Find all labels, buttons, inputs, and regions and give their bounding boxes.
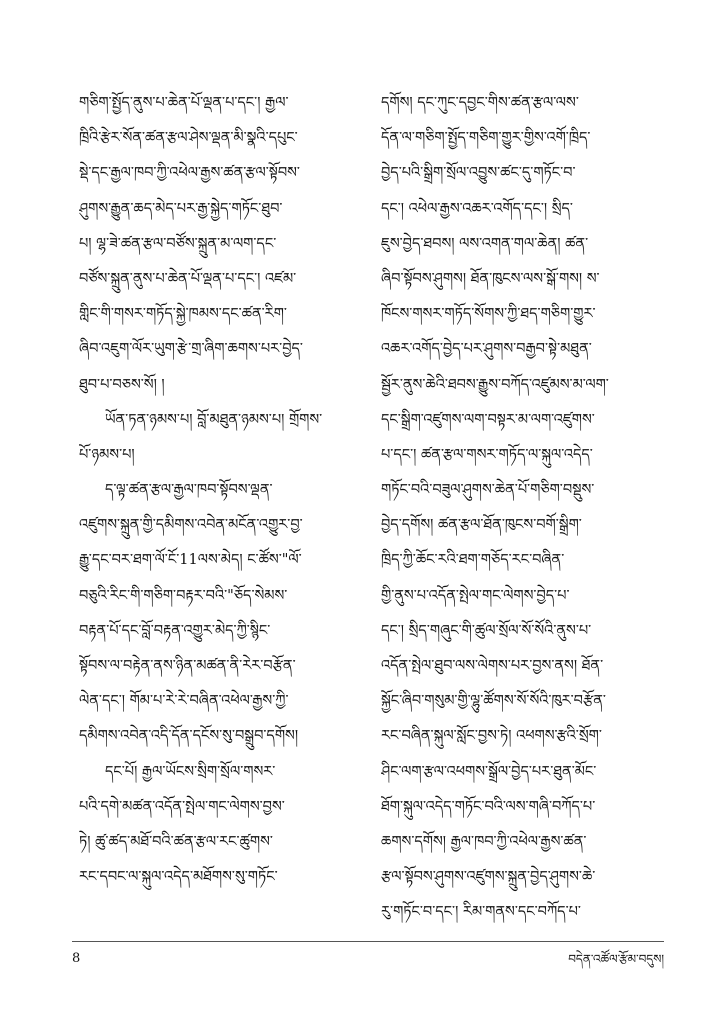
text-line: སྦྱོར་ནུས་ཆེའི་ཐབས་རྒྱུས་བཀོད་འཛུམས་མ་ལག་	[381, 376, 609, 393]
text-line: དང་སྒྲིག་འཛུགས་ལག་བསྟར་མ་ལག་འཛུགས་	[381, 411, 595, 428]
text-line: ད་ལྟ་ཚན་རྩལ་རྒྱལ་ཁབ་སྟོབས་ལྡན་	[105, 482, 273, 499]
text-line: ཁྲིའི་རྩེར་སོན་ཚན་རྩལ་ཤེས་ལྡན་མི་སྣའི་དཔུང་	[79, 130, 298, 147]
text-line: གཅིག་སྤྱོད་ནུས་པ་ཆེན་པོ་ལྡན་པ་དང་། རྒྱལ་	[79, 95, 289, 111]
text-line: ལེན་དང་། གོམ་པ་རེ་རེ་བཞིན་འཕེལ་རྒྱས་ཀྱི་	[79, 693, 289, 710]
text-line: ཁྲིད་ཀྱི་ཆོང་རའི་ཐག་གཅོད་རང་བཞིན་	[381, 552, 565, 569]
text-line: གཏོང་བའི་བཟུལ་ཤུགས་ཆེན་པོ་གཅིག་བསྡུས་	[381, 482, 595, 499]
text-line: འདོན་སྤེལ་ཐུབ་ལས་ལེགས་པར་བྱས་ནས། ཐོན་	[381, 658, 604, 674]
text-line: ཐུབ་པ་བཅས་སོ། །	[79, 376, 165, 393]
text-line: རང་དབང་ལ་སྐུལ་འདེད་མཐོགས་སུ་གཏོང་	[79, 869, 278, 886]
text-line: དང་། འཕེལ་རྒྱས་འཆར་འགོད་དང་། སྲིད་	[381, 200, 573, 217]
text-line: ཤིང་ལག་རྩལ་འཕགས་སྒྲོལ་བྱེད་པར་ཐུན་མོང་	[381, 763, 597, 780]
text-line: སྡེ་དང་རྒྱལ་ཁབ་ཀྱི་འཕེལ་རྒྱས་ཚན་རྩལ་སྟོབས་	[79, 165, 300, 182]
text-line: སྐྱོང་ཞིབ་གསུམ་གྱི་ལྷུ་ཚོགས་སོ་སོའི་ཁུར་བརྩོན་	[381, 693, 606, 710]
text-line: དང་། སྲིད་གཞུང་གི་ཚུལ་སྲོལ་སོ་སོའི་ནུས་པ་	[381, 622, 592, 639]
publication-title: བདེན་འཚོལ་རྩོམ་བདུས།	[568, 952, 664, 966]
text-line: ཇུས་བྱེད་ཐབས། ལས་འགན་གལ་ཆེན། ཚན་	[381, 235, 589, 252]
footer-divider	[72, 941, 664, 942]
text-line: འཛུགས་སྐྲུན་གྱི་དམིགས་འབེན་མངོན་འགྱུར་བྱ་	[79, 517, 303, 534]
text-line: གླིང་གི་གསར་གཏོད་སྐྱེ་ཁམས་དང་ཚན་རིག་	[79, 306, 287, 323]
text-line: ཞིབ་འཇུག་ལོར་ཡུག་རྩེ་གྲ་ཞིག་ཆགས་པར་བྱེད་	[79, 341, 303, 358]
page-number: 8	[72, 951, 81, 966]
text-line: དགོས། དང་ཀུང་དབྱང་གིས་ཚན་རྩལ་ལས་	[381, 95, 579, 111]
text-line: པ། ལྷ་ཟེ་ཚན་རྩལ་བཙོས་སྐྲུན་མ་ལག་དང་	[79, 235, 277, 252]
text-line: བཙོས་སྐྲུན་ནུས་པ་ཆེན་པོ་ལྡན་པ་དང་། འཛམ་	[79, 270, 297, 287]
text-line: རང་བཞིན་སྐུལ་སློང་བྱས་ཏེ། འཕགས་རྩའི་སྲོག་	[381, 728, 602, 745]
text-line: པ་དང་། ཚན་རྩལ་གསར་གཏོད་ལ་སྐུལ་འདེད་	[381, 446, 593, 463]
text-line: འཆར་འགོད་བྱེད་པར་ཤུགས་བརྒྱབ་སྟེ་མཐུན་	[381, 341, 592, 358]
text-line: བཅུའི་རིང་གི་གཅིག་བརྟར་བའི་"ཅོད་སེམས་	[79, 587, 288, 604]
text-line: བྱེད་པའི་སྒྲིག་སྲོལ་འབྱུས་ཚང་དུ་གཏོང་བ་	[381, 165, 576, 182]
text-line: ཞིབ་སྟོབས་ཤུགས། ཐོན་ཁུངས་ལས་སྒོ་གས། ས་	[381, 270, 600, 287]
text-line: སྟོབས་ལ་བརྟེན་ནས་ཉིན་མཚན་ནི་རེར་བརྩོན་	[79, 658, 296, 674]
left-text-column	[79, 86, 361, 932]
text-line: བྱེད་དགོས། ཚན་རྩལ་ཐོན་ཁུངས་བགོ་སྒྲིག་	[381, 517, 582, 534]
text-line: དང་པོ། རྒྱལ་ཡོངས་སྲིག་སྲོལ་གསར་	[105, 763, 276, 780]
text-line: པའི་དགེ་མཚན་འདོན་སྤེལ་གང་ལེགས་བྱས་	[79, 798, 285, 815]
text-line: རྩལ་སྟོབས་ཤུགས་འཛུགས་སྐྲུན་བྱེད་ཤུགས་ཆེ་	[381, 869, 596, 886]
text-line: ཤུགས་རྒྱུན་ཆད་མེད་པར་རྒྱ་སྐྱེད་གཏོང་ཐུབ་	[79, 200, 283, 217]
text-line: ཡོན་ཏན་ཉམས་པ། བློ་མཐུན་ཉམས་པ། གྲོགས་	[105, 411, 323, 428]
text-line: པོ་ཉམས་པ།	[79, 446, 135, 463]
text-line: ཁོངས་གསར་གཏོད་སོགས་ཀྱི་ཐད་གཅིག་གྱུར་	[381, 306, 596, 323]
text-line: དོན་ལ་གཅིག་སྤྱོད་གཅིག་གྱུར་གྱིས་འགོ་ཁྲིད་	[381, 130, 591, 147]
text-line: ཏེ། ཚུ་ཚད་མཐོ་བའི་ཚན་རྩལ་རང་ཚུགས་	[79, 833, 273, 850]
text-line: དམིགས་འབེན་འདི་དོན་དངོས་སུ་བསྒྲུབ་དགོས།	[79, 728, 299, 745]
text-line: རུ་གཏོང་བ་དང་། རིམ་གནས་དང་བཀོད་པ་	[381, 904, 581, 921]
text-line: ཐོག་སྐུལ་འདེད་གཏོང་བའི་ལས་གཞི་བཀོད་པ་	[381, 798, 596, 815]
text-line: ཆགས་དགོས། རྒྱལ་ཁབ་ཀྱི་འཕེལ་རྒྱས་ཚན་	[381, 833, 587, 850]
right-text-column	[381, 86, 663, 932]
text-line: བརྟན་པོ་དང་བློ་བརྟན་འགྱུར་མེད་ཀྱི་སྙིང་	[79, 622, 271, 639]
text-line: གྱི་ནུས་པ་འདོན་སྤེལ་གང་ལེགས་བྱེད་པ་	[381, 587, 570, 604]
text-line: རྒྱུ་དང་བར་ཐག་ལོ་ངོ་11ལས་མེད། ང་ཚོས་"ལོ་	[79, 552, 302, 569]
